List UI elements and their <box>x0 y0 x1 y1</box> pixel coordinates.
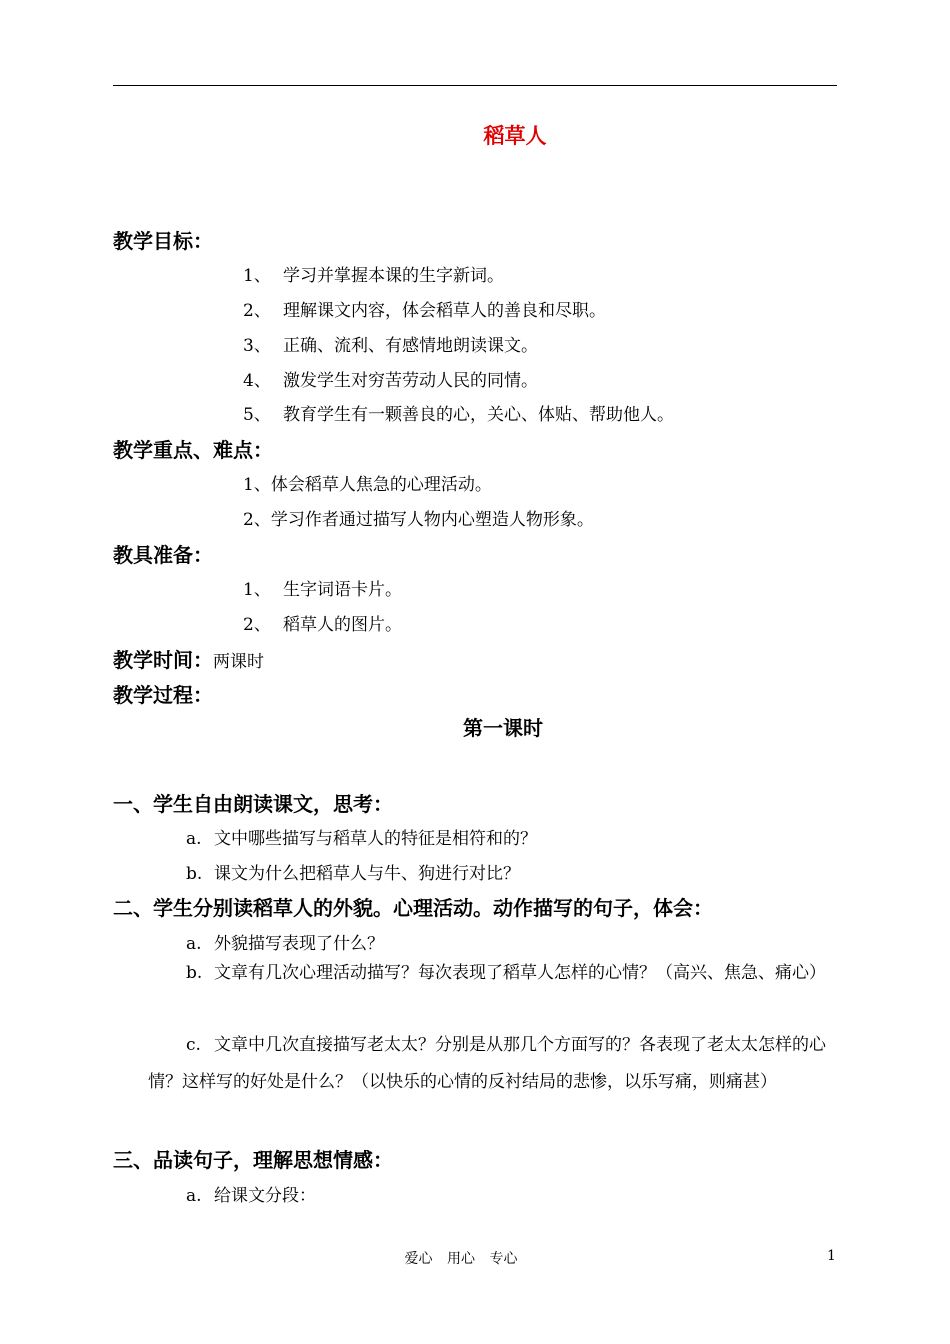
goal-item: 3、 正确、流利、有感情地朗读课文。 <box>243 336 538 356</box>
section-heading: 一、学生自由朗读课文，思考： <box>113 792 393 816</box>
focus-item: 2、学习作者通过描写人物内心塑造人物形象。 <box>243 510 594 530</box>
footer-text: 爱心 用心 专心 <box>404 1251 518 1267</box>
time-row <box>113 644 264 673</box>
focus-heading: 教学重点、难点： <box>113 438 273 462</box>
section-item: a. 外貌描写表现了什么？ <box>186 934 384 954</box>
goal-item: 2、 理解课文内容，体会稻草人的善良和尽职。 <box>243 301 606 321</box>
process-heading: 教学过程： <box>113 683 213 707</box>
section-item: b. 课文为什么把稻草人与牛、狗进行对比？ <box>186 864 520 884</box>
goal-item: 4、 激发学生对穷苦劳动人民的同情。 <box>243 371 538 391</box>
section-heading: 三、品读句子，理解思想情感： <box>113 1148 393 1172</box>
section-item: a. 给课文分段： <box>186 1186 316 1206</box>
time-heading: 教学时间： <box>113 648 213 672</box>
page-number: 1 <box>827 1248 836 1264</box>
header-rule <box>113 85 837 86</box>
lesson-title: 第一课时 <box>463 716 543 740</box>
section-item: a. 文中哪些描写与稻草人的特征是相符和的？ <box>186 829 537 849</box>
goals-heading: 教学目标： <box>113 229 213 253</box>
tools-item: 1、 生字词语卡片。 <box>243 580 402 600</box>
section-item: b. 文章有几次心理活动描写？每次表现了稻草人怎样的心情？（高兴、焦急、痛心） <box>186 963 826 983</box>
goal-item: 5、 教育学生有一颗善良的心，关心、体贴、帮助他人。 <box>243 405 674 425</box>
tools-item: 2、 稻草人的图片。 <box>243 615 402 635</box>
goal-item: 1、 学习并掌握本课的生字新词。 <box>243 266 504 286</box>
focus-item: 1、体会稻草人焦急的心理活动。 <box>243 475 492 495</box>
section-heading: 二、学生分别读稻草人的外貌。心理活动。动作描写的句子，体会： <box>113 896 713 920</box>
tools-heading: 教具准备： <box>113 543 213 567</box>
section-item: c. 文章中几次直接描写老太太？分别是从那几个方面写的？各表现了老太太怎样的心情？这样写的好处是什么？（以快乐的心情的反衬结局的悲惨，以乐写痛，则痛甚） <box>148 1035 826 1092</box>
time-value: 两课时 <box>213 652 264 672</box>
document-title: 稻草人 <box>483 124 547 148</box>
